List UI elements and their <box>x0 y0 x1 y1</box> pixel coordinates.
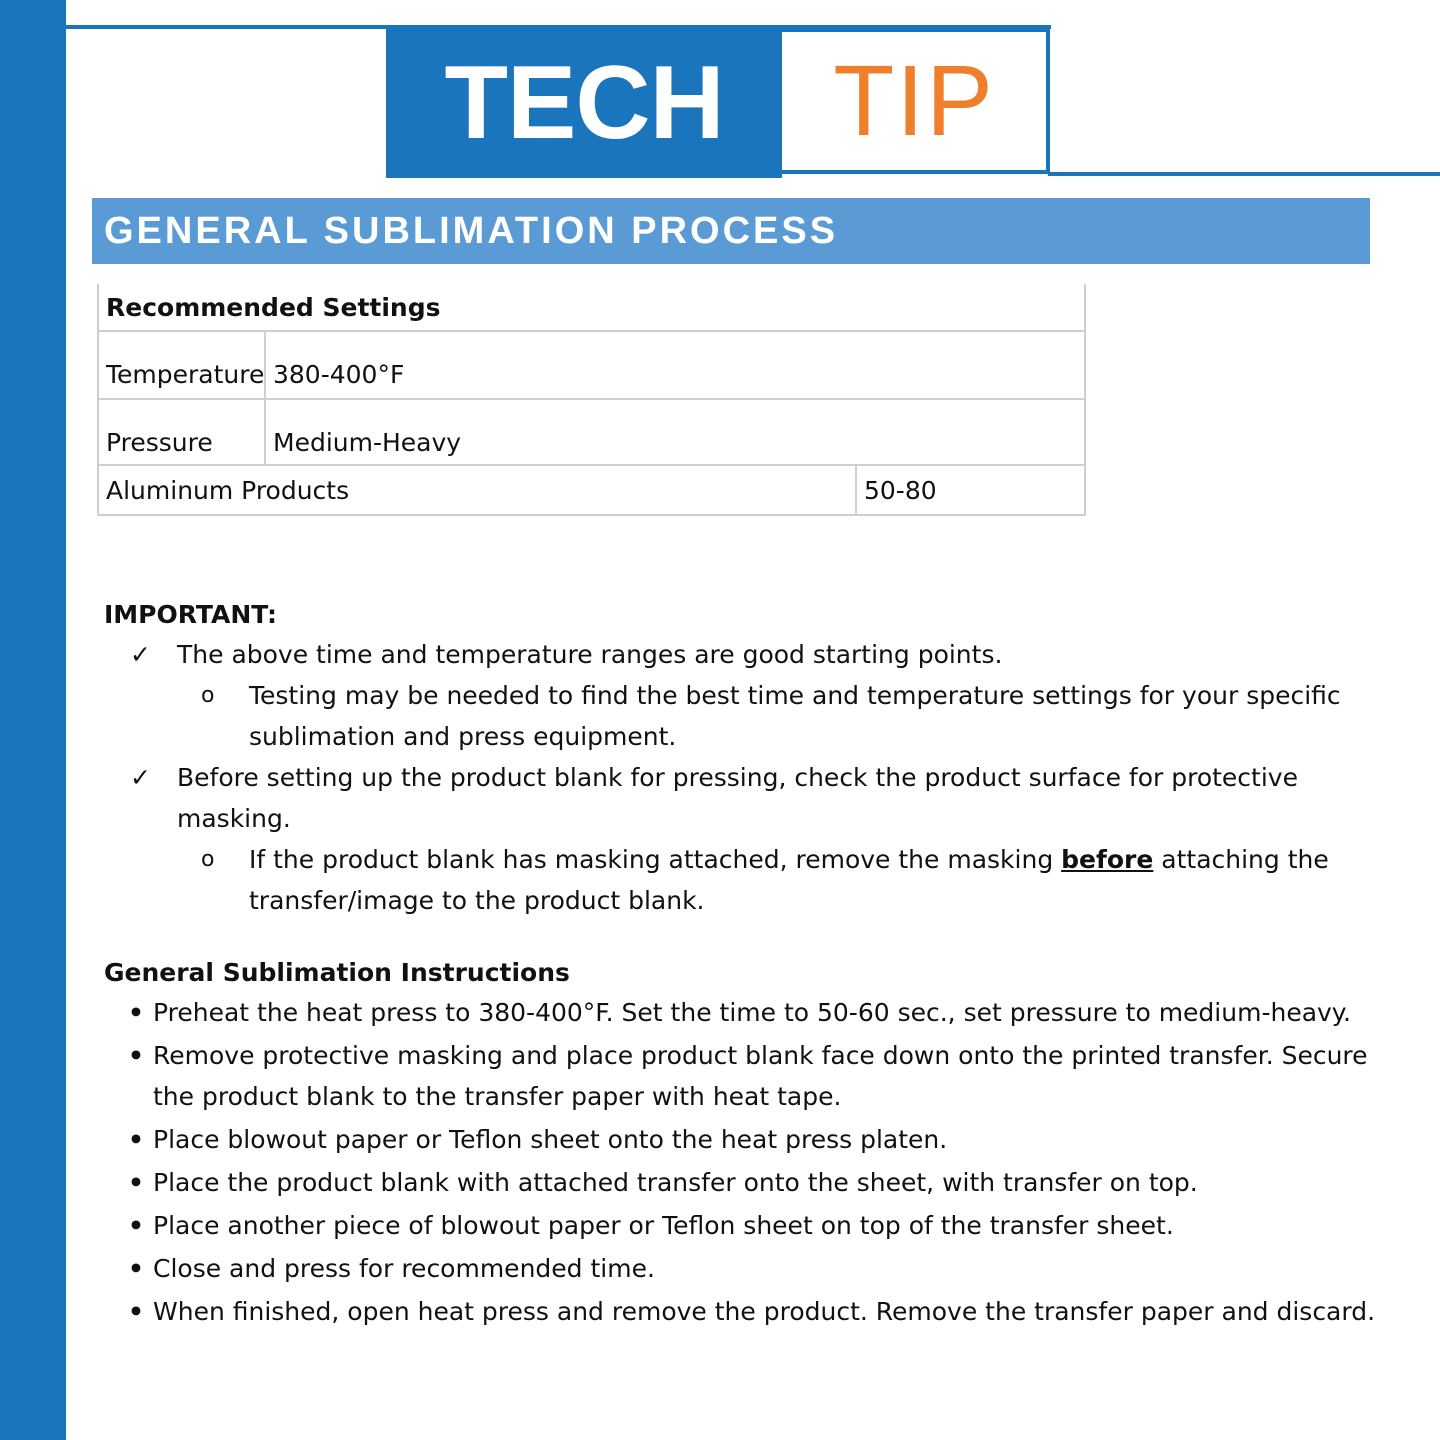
section-title: GENERAL SUBLIMATION PROCESS <box>104 209 839 252</box>
product-label: Aluminum Products <box>106 475 350 505</box>
tech-tip-logo-tip <box>782 28 1050 174</box>
instruction-step: When finished, open heat press and remove the product. Remove the transfer paper and discard. <box>153 1297 1376 1326</box>
checkmark-icon: ✓ <box>130 763 151 792</box>
instruction-step: Close and press for recommended time. <box>153 1254 655 1283</box>
list-item <box>104 1119 1394 1160</box>
tip-word: TIP <box>833 44 995 157</box>
tech-word: TECH <box>444 44 724 161</box>
important-item-1: The above time and temperature ranges are good starting points. <box>177 640 1003 669</box>
pressure-value: Medium-Heavy <box>273 427 462 457</box>
checkmark-icon: ✓ <box>130 640 151 669</box>
pressure-label: Pressure <box>106 427 213 457</box>
list-item <box>104 1291 1394 1332</box>
temperature-value: 380-400°F <box>273 359 405 389</box>
tech-tip-logo-tech <box>386 28 782 178</box>
circle-bullet-icon: o <box>201 683 215 708</box>
list-item <box>104 634 1384 675</box>
important-section <box>104 600 1384 921</box>
instructions-heading: General Sublimation Instructions <box>104 958 570 987</box>
recommended-settings-table <box>97 284 1086 516</box>
bullet-icon: • <box>128 1168 144 1197</box>
bullet-icon: • <box>128 1254 144 1283</box>
instruction-step: Preheat the heat press to 380-400°F. Set the time to 50-60 sec., set pressure to medium-heavy. <box>153 998 1351 1027</box>
bullet-icon: • <box>128 1297 144 1326</box>
list-item <box>104 675 1384 757</box>
product-value: 50-80 <box>864 475 937 505</box>
instruction-step: Place the product blank with attached transfer onto the sheet, with transfer on top. <box>153 1168 1198 1197</box>
list-item <box>104 1035 1394 1117</box>
section-banner <box>92 198 1370 264</box>
bullet-icon: • <box>128 1211 144 1240</box>
important-item-2: Before setting up the product blank for pressing, check the product surface for protective masking. <box>177 763 1298 833</box>
instruction-step: Place another piece of blowout paper or Teflon sheet on top of the transfer sheet. <box>153 1211 1174 1240</box>
emphasis-before: before <box>1061 845 1154 874</box>
item-text: If the product blank has masking attached, remove the masking <box>249 845 1062 874</box>
bullet-icon: • <box>128 998 144 1027</box>
table-rule <box>97 514 1086 516</box>
list-item <box>104 992 1394 1033</box>
instruction-step: Place blowout paper or Teflon sheet onto the heat press platen. <box>153 1125 948 1154</box>
bullet-icon: • <box>128 1041 144 1070</box>
header-right-rule <box>1048 172 1440 176</box>
item-text: attaching the transfer/image to the product blank. <box>249 845 1329 915</box>
list-item <box>104 1162 1394 1203</box>
instruction-step: Remove protective masking and place product blank face down onto the printed transfer. Secure the product blank to the transfer paper with heat tape. <box>153 1041 1368 1111</box>
important-item-2-sub <box>104 839 1384 921</box>
bullet-icon: • <box>128 1125 144 1154</box>
left-accent-bar <box>0 0 66 1440</box>
circle-bullet-icon: o <box>201 847 215 872</box>
list-item <box>104 1248 1394 1289</box>
list-item <box>104 1205 1394 1246</box>
table-rule <box>97 330 1086 332</box>
important-heading: IMPORTANT: <box>104 600 277 629</box>
temperature-label: Temperature <box>106 359 265 389</box>
list-item <box>104 839 1384 921</box>
settings-heading: Recommended Settings <box>106 292 441 322</box>
instructions-section <box>104 954 1394 1334</box>
list-item <box>104 757 1384 839</box>
important-item-1-sub: Testing may be needed to find the best time and temperature settings for your specific sublimation and press equipment. <box>249 681 1341 751</box>
